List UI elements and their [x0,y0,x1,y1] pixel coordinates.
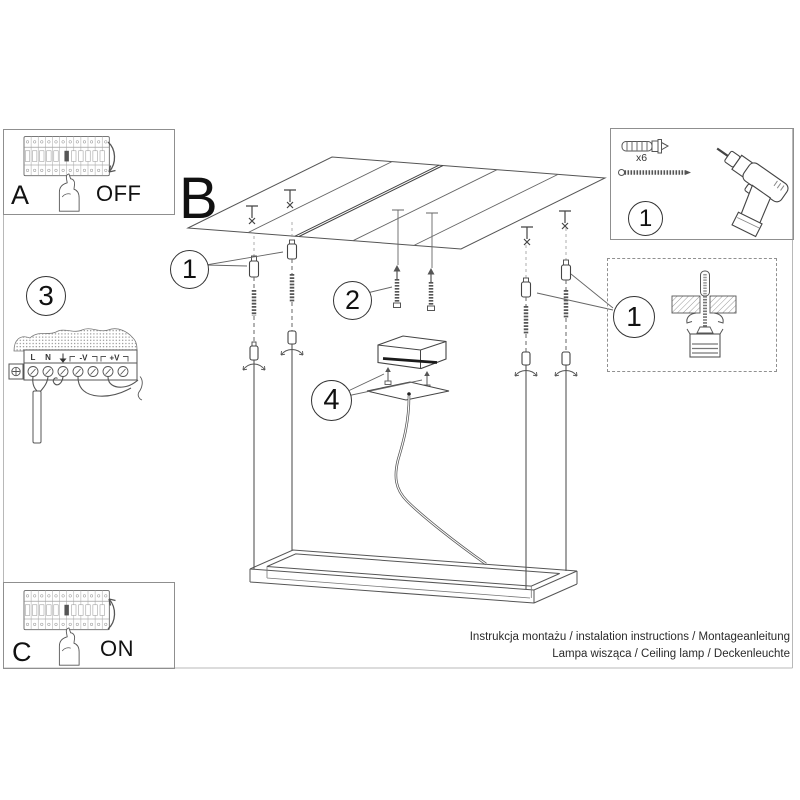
callout-1-anchor-detail: 1 [613,296,655,338]
anchor-screw-icon [246,206,258,224]
anchor-screw-icon [284,190,296,208]
step-letter-c: C [12,637,32,667]
ceiling-illustration [188,157,605,249]
alignment-pin-icon [392,210,404,265]
earth-terminal-icon [12,367,20,375]
terminal-label-neg: -V [79,353,88,363]
anchor-screw-icon [521,227,533,245]
terminal-block-illustration [9,329,142,443]
mains-cable [33,391,41,443]
canopy-box [378,336,446,369]
callout-4-cover: 4 [311,380,352,421]
screw-up-icon [394,265,401,308]
on-label: ON [100,636,134,661]
callout-1-hardware: 1 [628,201,663,236]
suspension-cable-left-inner [281,222,303,551]
terminal-label-n: N [45,353,51,362]
step-letter-b: B [179,166,218,231]
callout-2-screws: 2 [333,281,372,320]
power-cable [396,396,486,564]
off-label: OFF [96,181,142,206]
footer-line-1: Instrukcja montażu / instalation instructions / Montageanleitung [469,631,790,643]
suspension-cable-left-outer [243,236,265,569]
canopy-mount-screws [394,265,435,311]
step-letter-a: A [11,180,30,210]
suspension-cable-right-outer [555,228,577,571]
anchor-screw-icon [559,211,571,229]
power-off-box [3,129,175,215]
terminal-label-pos: +V [109,353,120,363]
callout-3-wiring: 3 [26,276,66,316]
footer-line-2: Lampa wisząca / Ceiling lamp / Deckenleuchte [552,648,790,660]
footer-text [400,629,790,663]
power-on-box [3,582,175,669]
screw-up-icon [385,367,391,385]
terminal-label-l: L [30,353,36,362]
callout-1-suspension: 1 [170,250,209,289]
breaker-panel-illustration [4,130,174,214]
callout-leader-lines [206,252,613,396]
screw-count-label: x6 [636,152,648,164]
lamp-frame [250,550,577,603]
suspension-cable-right-inner [515,245,537,589]
alignment-pin-icon [426,213,438,268]
screw-up-icon [428,268,435,311]
